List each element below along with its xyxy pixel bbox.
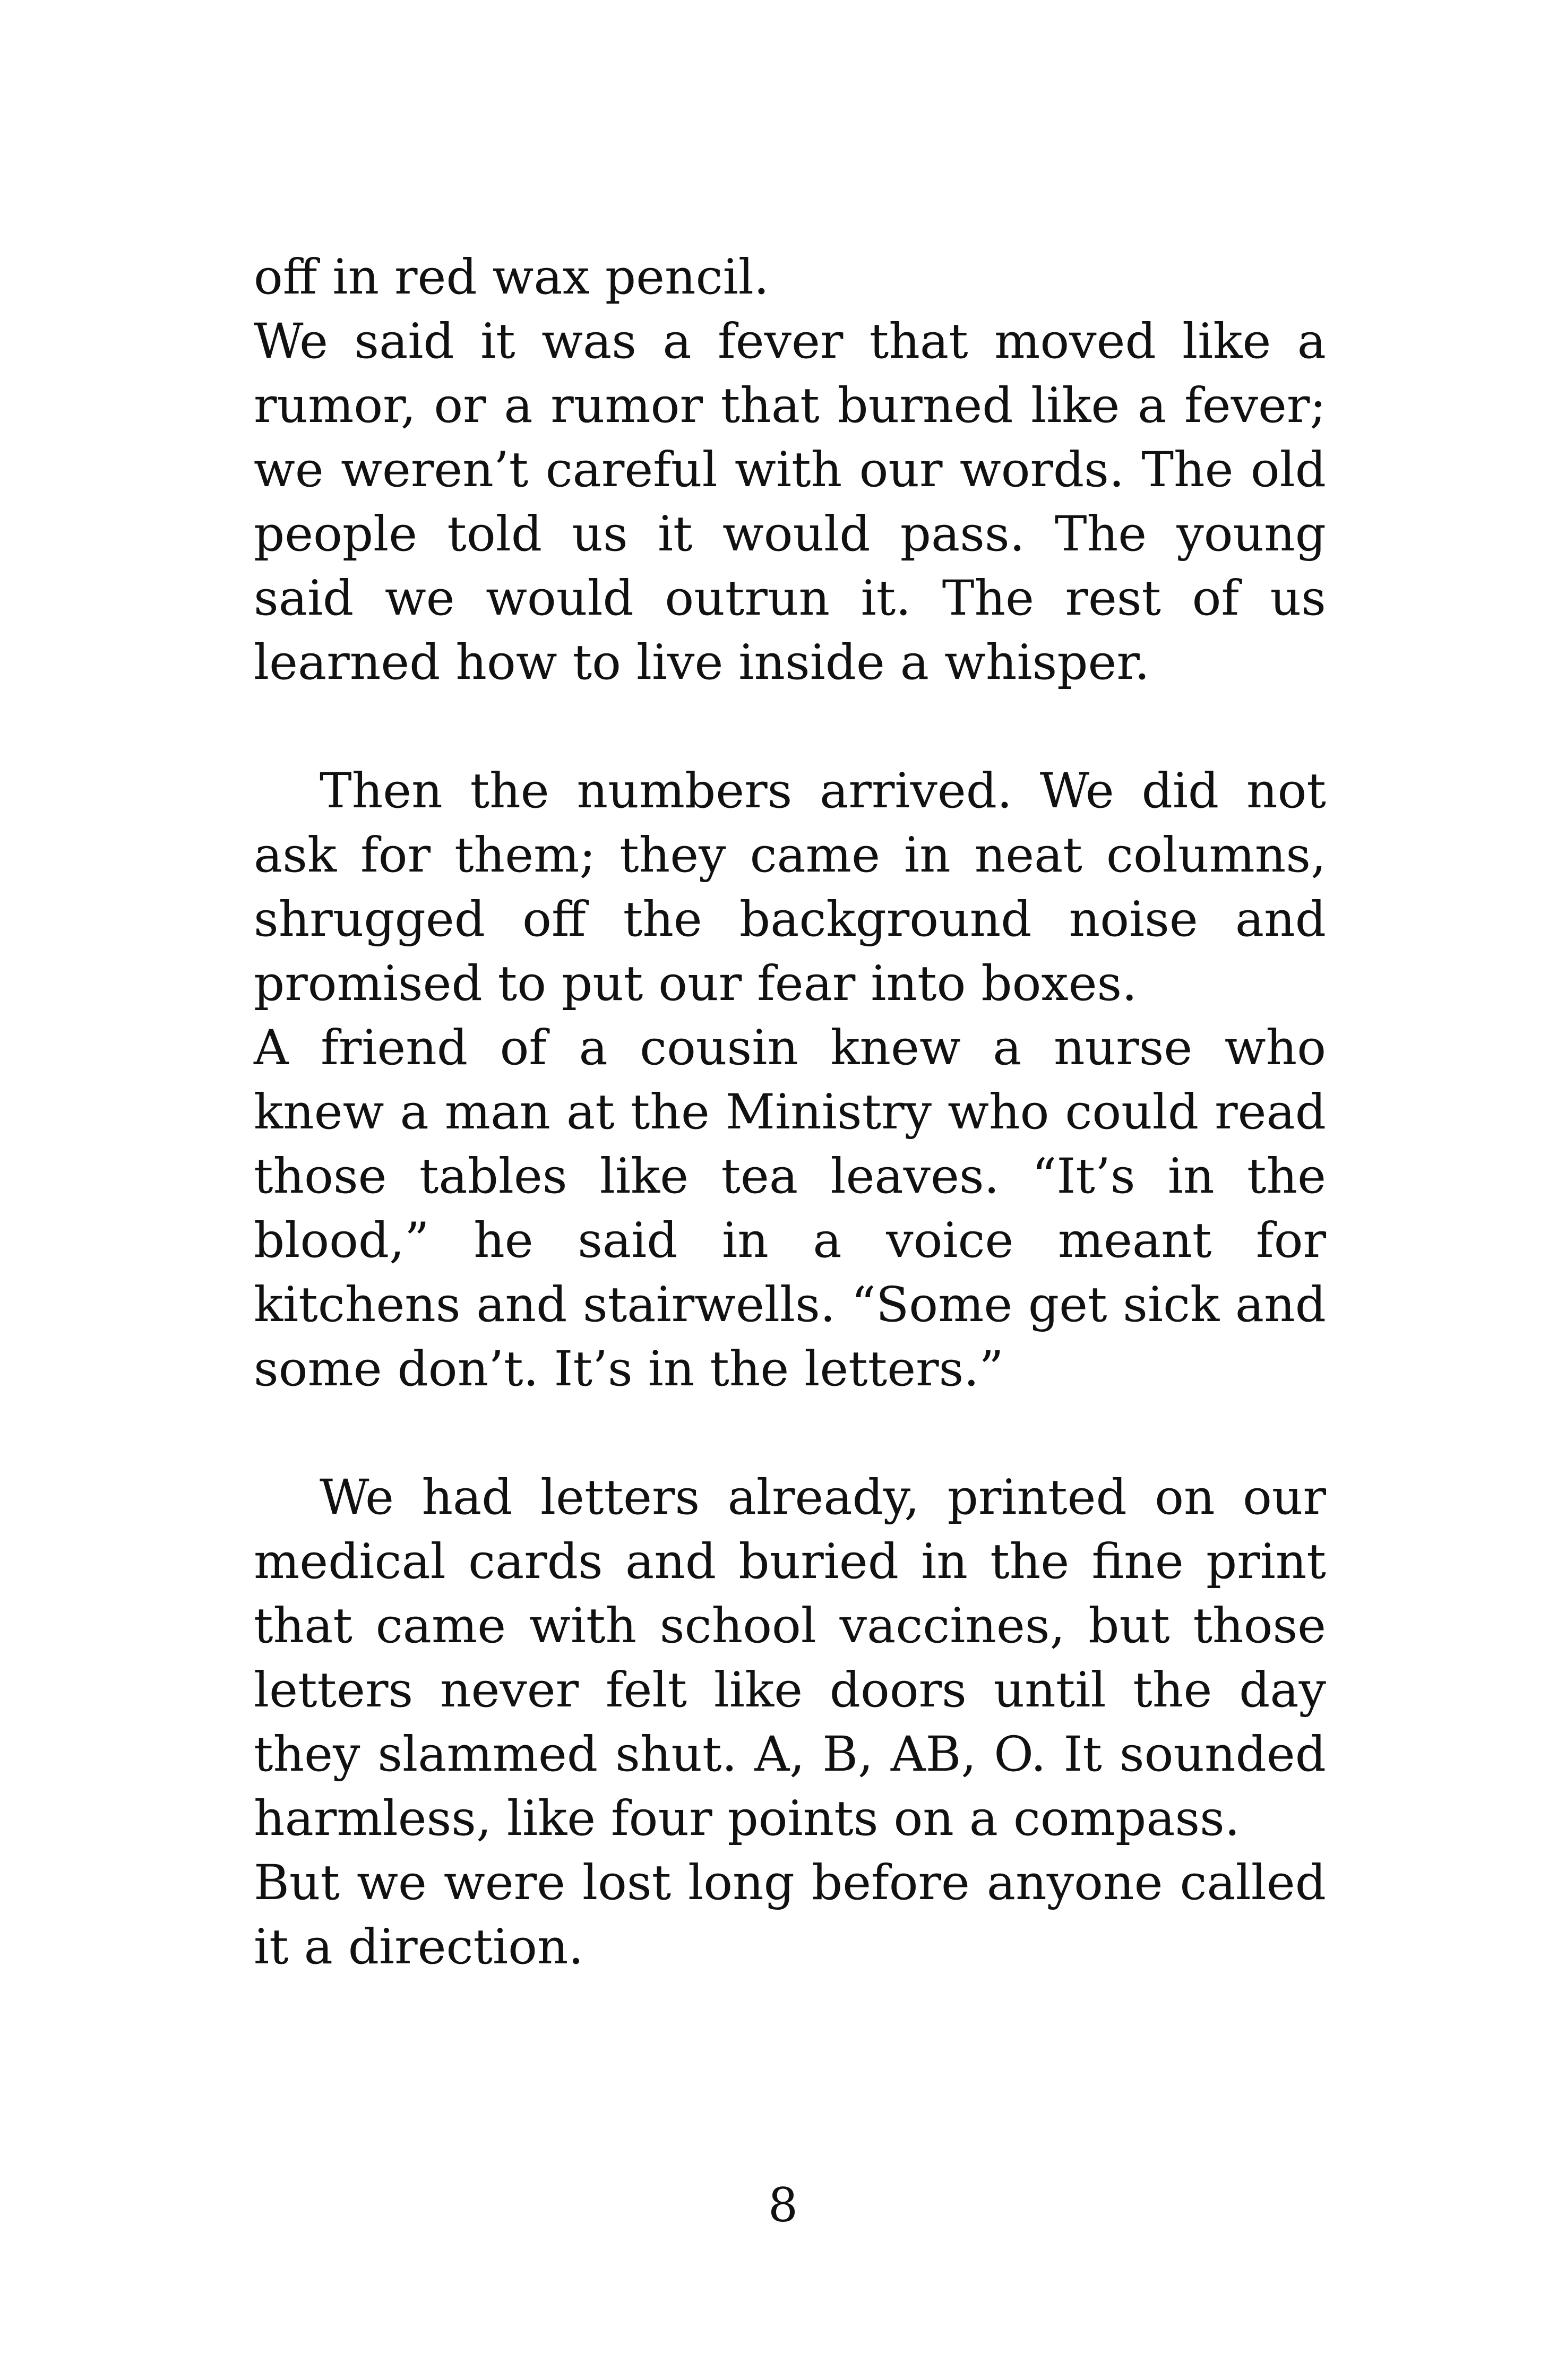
paragraph-blood-letters: We had letters already, printed on our medical cards and buried in the fine print that came with school vaccines, but those letters never felt like doors until the day they slammed shut. A, B, AB, O. It sounded harmless, like four points on a compass.	[254, 1470, 1326, 1847]
paragraph-lost-direction: But we were lost long before anyone called it a direction.	[254, 1855, 1326, 1975]
paragraph-ministry-man: A friend of a cousin knew a nurse who knew a man at the Ministry who could read those tables like tea leaves. “It’s in the blood,” he said in a voice meant for kitchens and stairwells. “Some get sick and some don’t. It’s in the letters.”	[254, 1020, 1326, 1397]
body-text	[254, 245, 1326, 1979]
paragraph-continuation: off in red wax pencil.	[254, 249, 769, 305]
page-number: 8	[768, 2178, 798, 2232]
paragraph-numbers-arrived: Then the numbers arrived. We did not ask for them; they came in neat columns, shrugged off the background noise and promised to put our fear into boxes.	[254, 763, 1326, 1012]
paragraph-fever-rumor: We said it was a fever that moved like a rumor, or a rumor that burned like a fever; we weren’t careful with our words. The old people told us it would pass. The young said we would outrun it. The rest of us learned how to live inside a whisper.	[254, 314, 1326, 691]
